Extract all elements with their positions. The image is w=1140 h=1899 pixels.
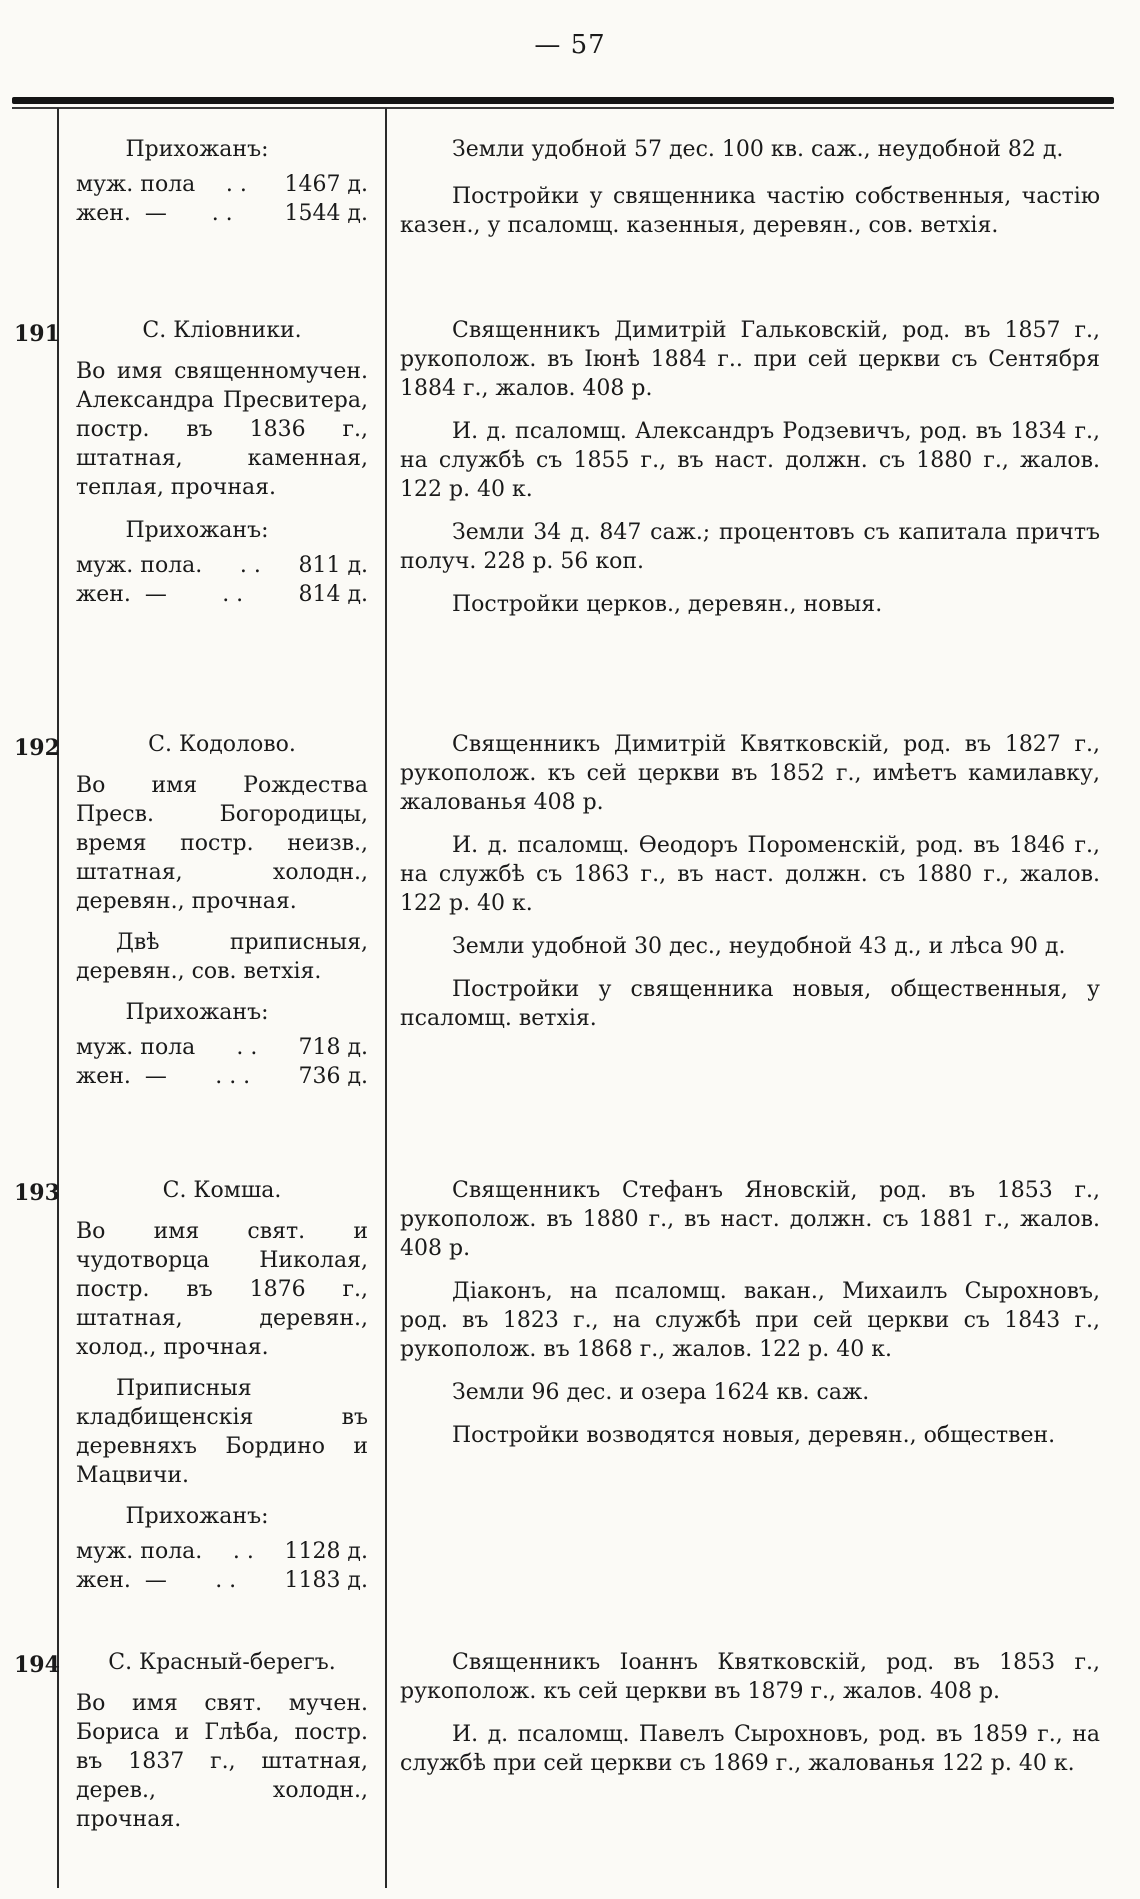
psalmist-text: И. д. псаломщ. Ѳеодоръ Пороменскій, род. въ 1846 г., на службѣ съ 1863 г., въ наст. должн. съ 1880 г., жалов. 122 р. 40 к. (400, 833, 1100, 916)
parishioners-label: Прихожанъ: (125, 1000, 269, 1025)
church-description: Во имя свят. и чудотворца Николая, постр. въ 1876 г., штатная, деревян., холод., прочная. (76, 1219, 368, 1360)
buildings-text: Постройки у священника новыя, общественныя, у псаломщ. ветхія. (400, 977, 1100, 1031)
female-count-row: жен. — . . 1183 д. (76, 1568, 368, 1593)
continuation-parishioners (76, 135, 368, 228)
column-divider-left (57, 108, 59, 1888)
female-count-row: жен. — . . 814 д. (76, 582, 368, 607)
priest-text: Священникъ Димитрій Гальковскій, род. въ 1857 г., рукополож. въ Іюнѣ 1884 г.. при сей церкви съ Сентября 1884 г., жалов. 408 р. (400, 318, 1100, 401)
psalmist-text: И. д. псаломщ. Александръ Родзевичъ, род. въ 1834 г., на службѣ съ 1855 г., въ наст. должн. съ 1880 г., жалов. 122 р. 40 к. (400, 419, 1100, 502)
continuation-details (400, 135, 1100, 240)
entry-191-church (76, 316, 368, 609)
psalmist-text: И. д. псаломщ. Павелъ Сырохновъ, род. въ 1859 г., на службѣ при сей церкви съ 1869 г., жалованья 122 р. 40 к. (400, 1722, 1100, 1776)
header-rule-thin (12, 107, 1114, 109)
parishioners-label: Прихожанъ: (125, 137, 269, 162)
village-title: С. Кліовники. (142, 318, 302, 343)
chapels-description: Приписныя кладбищенскія въ деревняхъ Бордино и Мацвичи. (76, 1376, 368, 1488)
entry-194-clergy (400, 1648, 1100, 1778)
header-rule (12, 97, 1114, 104)
entry-number-191: 191 (14, 321, 60, 347)
page-number: — 57 (534, 30, 606, 60)
land-text: Земли удобной 57 дес. 100 кв. саж., неудобной 82 д. (452, 137, 1064, 162)
column-divider-middle (385, 108, 387, 1888)
entry-193-church (76, 1176, 368, 1595)
church-description: Во имя свят. мучен. Бориса и Глѣба, постр. въ 1837 г., штатная, дерев., холодн., прочная. (76, 1691, 368, 1832)
female-count-row: жен. — . . 1544 д. (76, 201, 368, 226)
male-count-row: муж. пола. . . 811 д. (76, 553, 368, 578)
entry-number-193: 193 (14, 1180, 60, 1206)
parishioners-label: Прихожанъ: (125, 518, 269, 543)
buildings-text: Постройки церков., деревян., новыя. (452, 592, 883, 617)
male-count-row: муж. пола . . 718 д. (76, 1035, 368, 1060)
buildings-text: Постройки возводятся новыя, деревян., обществен. (452, 1423, 1056, 1448)
village-title: С. Кодолово. (148, 732, 296, 757)
male-count-row: муж. пола . . 1467 д. (76, 172, 368, 197)
female-count-row: жен. — . . . 736 д. (76, 1064, 368, 1089)
village-title: С. Красный-берегъ. (108, 1650, 336, 1675)
entry-192-clergy (400, 730, 1100, 1033)
village-title: С. Комша. (162, 1178, 282, 1203)
land-text: Земли удобной 30 дес., неудобной 43 д., и лѣса 90 д. (452, 934, 1066, 959)
land-text: Земли 34 д. 847 саж.; процентовъ съ капитала причтъ получ. 228 р. 56 коп. (400, 520, 1100, 574)
church-description: Во имя Рождества Пресв. Богородицы, время постр. неизв., штатная, холодн., деревян., прочная. (76, 773, 368, 914)
priest-text: Священникъ Іоаннъ Квятковскій, род. въ 1853 г., рукополож. къ сей церкви въ 1879 г., жалов. 408 р. (400, 1650, 1100, 1704)
entry-191-clergy (400, 316, 1100, 619)
buildings-text: Постройки у священника частію собственныя, частію казен., у псаломщ. казенныя, деревян., сов. ветхія. (400, 184, 1100, 238)
priest-text: Священникъ Димитрій Квятковскій, род. въ 1827 г., рукополож. къ сей церкви въ 1852 г., имѣетъ камилавку, жалованья 408 р. (400, 732, 1100, 815)
entry-194-church (76, 1648, 368, 1834)
priest-text: Священникъ Стефанъ Яновскій, род. въ 1853 г., рукополож. въ 1880 г., въ наст. должн. съ 1881 г., жалов. 408 р. (400, 1178, 1100, 1261)
entry-192-church (76, 730, 368, 1091)
church-description: Во имя священномучен. Александра Пресвитера, постр. въ 1836 г., штатная, каменная, теплая, прочная. (76, 359, 368, 500)
entry-number-192: 192 (14, 735, 60, 761)
land-text: Земли 96 дес. и озера 1624 кв. саж. (452, 1380, 870, 1405)
entry-193-clergy (400, 1176, 1100, 1450)
entry-number-194: 194 (14, 1652, 60, 1678)
male-count-row: муж. пола. . . 1128 д. (76, 1539, 368, 1564)
chapels-description: Двѣ приписныя, деревян., сов. ветхія. (76, 930, 368, 984)
deacon-text: Діаконъ, на псаломщ. вакан., Михаилъ Сырохновъ, род. въ 1823 г., на службѣ при сей церкви съ 1843 г., рукополож. въ 1868 г., жалов. 122 р. 40 к. (400, 1279, 1100, 1362)
parishioners-label: Прихожанъ: (125, 1504, 269, 1529)
